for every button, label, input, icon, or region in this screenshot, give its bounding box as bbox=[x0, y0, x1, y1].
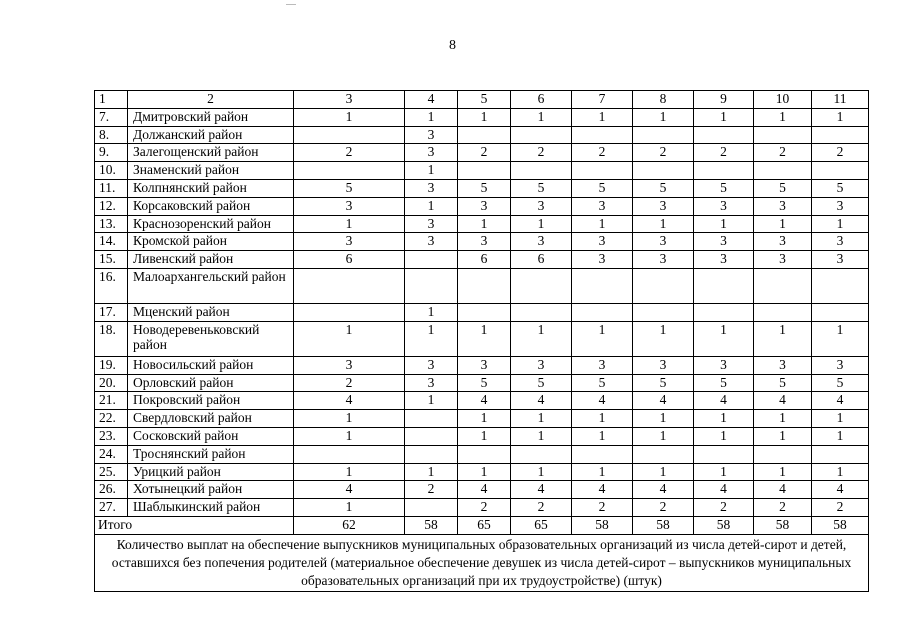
header-cell: 3 bbox=[294, 91, 405, 109]
value-cell: 3 bbox=[294, 233, 405, 251]
district-name: Шаблыкинский район bbox=[128, 499, 294, 517]
value-cell: 3 bbox=[812, 356, 869, 374]
value-cell: 1 bbox=[511, 321, 572, 356]
value-cell bbox=[754, 162, 812, 180]
value-cell bbox=[511, 303, 572, 321]
value-cell: 3 bbox=[633, 356, 694, 374]
value-cell: 1 bbox=[754, 410, 812, 428]
value-cell: 3 bbox=[405, 126, 458, 144]
value-cell: 4 bbox=[572, 481, 633, 499]
row-number: 9. bbox=[95, 144, 128, 162]
value-cell: 4 bbox=[294, 392, 405, 410]
value-cell: 1 bbox=[754, 427, 812, 445]
value-cell: 4 bbox=[754, 392, 812, 410]
row-number: 10. bbox=[95, 162, 128, 180]
row-number: 17. bbox=[95, 303, 128, 321]
value-cell: 1 bbox=[511, 427, 572, 445]
value-cell: 3 bbox=[405, 233, 458, 251]
value-cell: 4 bbox=[458, 481, 511, 499]
value-cell: 1 bbox=[754, 215, 812, 233]
value-cell: 1 bbox=[633, 108, 694, 126]
table-row bbox=[95, 144, 869, 162]
value-cell: 1 bbox=[458, 215, 511, 233]
value-cell bbox=[812, 268, 869, 303]
value-cell: 5 bbox=[572, 179, 633, 197]
district-name: Свердловский район bbox=[128, 410, 294, 428]
district-name: Хотынецкий район bbox=[128, 481, 294, 499]
value-cell bbox=[405, 410, 458, 428]
table-row bbox=[95, 356, 869, 374]
page-number: 8 bbox=[449, 38, 456, 53]
row-number: 22. bbox=[95, 410, 128, 428]
district-name: Знаменский район bbox=[128, 162, 294, 180]
value-cell bbox=[511, 126, 572, 144]
header-cell: 9 bbox=[694, 91, 754, 109]
value-cell: 1 bbox=[458, 108, 511, 126]
value-cell: 1 bbox=[812, 463, 869, 481]
row-number: 15. bbox=[95, 251, 128, 269]
value-cell: 3 bbox=[754, 356, 812, 374]
district-name: Мценский район bbox=[128, 303, 294, 321]
district-name: Новосильский район bbox=[128, 356, 294, 374]
value-cell: 1 bbox=[694, 410, 754, 428]
value-cell bbox=[572, 162, 633, 180]
row-number: 19. bbox=[95, 356, 128, 374]
value-cell: 1 bbox=[694, 321, 754, 356]
table-row bbox=[95, 321, 869, 356]
table-row bbox=[95, 179, 869, 197]
value-cell: 2 bbox=[294, 374, 405, 392]
district-name: Кромской район bbox=[128, 233, 294, 251]
value-cell: 1 bbox=[294, 427, 405, 445]
data-table bbox=[94, 90, 869, 592]
value-cell: 2 bbox=[511, 144, 572, 162]
value-cell bbox=[511, 162, 572, 180]
value-cell: 2 bbox=[633, 499, 694, 517]
row-number: 20. bbox=[95, 374, 128, 392]
value-cell: 3 bbox=[633, 233, 694, 251]
value-cell bbox=[812, 303, 869, 321]
value-cell bbox=[405, 499, 458, 517]
value-cell: 1 bbox=[812, 427, 869, 445]
table-row bbox=[95, 481, 869, 499]
value-cell: 4 bbox=[694, 481, 754, 499]
district-name: Колпнянский район bbox=[128, 179, 294, 197]
value-cell: 5 bbox=[294, 179, 405, 197]
row-number: 25. bbox=[95, 463, 128, 481]
value-cell: 3 bbox=[572, 251, 633, 269]
value-cell: 1 bbox=[694, 215, 754, 233]
value-cell: 3 bbox=[405, 374, 458, 392]
value-cell: 2 bbox=[633, 144, 694, 162]
value-cell bbox=[294, 268, 405, 303]
value-cell: 2 bbox=[572, 499, 633, 517]
value-cell bbox=[572, 303, 633, 321]
value-cell: 4 bbox=[572, 392, 633, 410]
table-row bbox=[95, 215, 869, 233]
value-cell: 2 bbox=[294, 144, 405, 162]
value-cell bbox=[633, 268, 694, 303]
value-cell: 3 bbox=[572, 233, 633, 251]
value-cell: 1 bbox=[572, 215, 633, 233]
value-cell: 2 bbox=[812, 144, 869, 162]
value-cell: 4 bbox=[633, 392, 694, 410]
value-cell bbox=[633, 126, 694, 144]
row-number: 24. bbox=[95, 445, 128, 463]
table-row bbox=[95, 392, 869, 410]
value-cell bbox=[754, 268, 812, 303]
header-cell: 1 bbox=[95, 91, 128, 109]
scan-artifact bbox=[286, 4, 296, 5]
row-number: 27. bbox=[95, 499, 128, 517]
value-cell: 2 bbox=[694, 499, 754, 517]
value-cell: 5 bbox=[812, 179, 869, 197]
value-cell: 2 bbox=[458, 499, 511, 517]
value-cell: 1 bbox=[294, 410, 405, 428]
value-cell: 1 bbox=[294, 215, 405, 233]
value-cell: 1 bbox=[812, 321, 869, 356]
value-cell bbox=[511, 268, 572, 303]
value-cell bbox=[694, 268, 754, 303]
value-cell: 1 bbox=[511, 108, 572, 126]
row-number: 26. bbox=[95, 481, 128, 499]
value-cell: 1 bbox=[754, 321, 812, 356]
footnote-row bbox=[95, 534, 869, 591]
total-value: 58 bbox=[572, 516, 633, 534]
district-name: Урицкий район bbox=[128, 463, 294, 481]
table-row bbox=[95, 303, 869, 321]
value-cell: 3 bbox=[812, 251, 869, 269]
value-cell: 2 bbox=[458, 144, 511, 162]
district-name: Малоархангельский район bbox=[128, 268, 294, 303]
value-cell: 1 bbox=[405, 197, 458, 215]
value-cell: 5 bbox=[572, 374, 633, 392]
value-cell: 1 bbox=[572, 108, 633, 126]
value-cell: 4 bbox=[458, 392, 511, 410]
value-cell: 4 bbox=[812, 481, 869, 499]
value-cell bbox=[294, 303, 405, 321]
value-cell: 3 bbox=[694, 251, 754, 269]
value-cell: 3 bbox=[511, 356, 572, 374]
total-value: 58 bbox=[812, 516, 869, 534]
row-number: 23. bbox=[95, 427, 128, 445]
district-name: Покровский район bbox=[128, 392, 294, 410]
value-cell: 1 bbox=[405, 321, 458, 356]
value-cell: 2 bbox=[754, 499, 812, 517]
value-cell: 1 bbox=[633, 321, 694, 356]
value-cell: 3 bbox=[694, 356, 754, 374]
total-value: 58 bbox=[405, 516, 458, 534]
table-row bbox=[95, 162, 869, 180]
value-cell bbox=[572, 268, 633, 303]
value-cell bbox=[572, 445, 633, 463]
row-number: 12. bbox=[95, 197, 128, 215]
value-cell bbox=[294, 445, 405, 463]
value-cell: 3 bbox=[511, 233, 572, 251]
value-cell bbox=[812, 445, 869, 463]
value-cell: 1 bbox=[633, 463, 694, 481]
table-row bbox=[95, 427, 869, 445]
value-cell: 3 bbox=[294, 356, 405, 374]
value-cell: 5 bbox=[633, 179, 694, 197]
district-name: Орловский район bbox=[128, 374, 294, 392]
value-cell: 1 bbox=[458, 463, 511, 481]
value-cell: 5 bbox=[511, 374, 572, 392]
value-cell: 4 bbox=[754, 481, 812, 499]
district-name: Новодеревеньковский район bbox=[128, 321, 294, 356]
value-cell bbox=[458, 162, 511, 180]
value-cell: 1 bbox=[405, 162, 458, 180]
district-name: Ливенский район bbox=[128, 251, 294, 269]
value-cell bbox=[294, 162, 405, 180]
value-cell: 1 bbox=[812, 410, 869, 428]
value-cell bbox=[694, 126, 754, 144]
value-cell: 4 bbox=[633, 481, 694, 499]
table-row bbox=[95, 499, 869, 517]
value-cell bbox=[405, 427, 458, 445]
value-cell: 5 bbox=[812, 374, 869, 392]
value-cell: 6 bbox=[458, 251, 511, 269]
value-cell: 1 bbox=[294, 463, 405, 481]
value-cell: 1 bbox=[511, 215, 572, 233]
value-cell: 2 bbox=[812, 499, 869, 517]
value-cell: 3 bbox=[405, 179, 458, 197]
footnote-text: Количество выплат на обеспечение выпускников муниципальных образовательных организаций из числа детей-сирот и детей, оставшихся без попечения родителей (материальное обеспечение девушек из числа детей-сирот – выпускников муниципальных образовательных организаций при их трудоустройстве) (штук) bbox=[95, 534, 869, 591]
district-name: Сосковский район bbox=[128, 427, 294, 445]
total-row bbox=[95, 516, 869, 534]
total-value: 58 bbox=[754, 516, 812, 534]
table-row bbox=[95, 445, 869, 463]
value-cell bbox=[694, 445, 754, 463]
table-body bbox=[95, 91, 869, 592]
value-cell: 1 bbox=[405, 463, 458, 481]
total-value: 65 bbox=[458, 516, 511, 534]
value-cell bbox=[754, 303, 812, 321]
value-cell: 5 bbox=[633, 374, 694, 392]
value-cell: 4 bbox=[511, 392, 572, 410]
header-cell: 8 bbox=[633, 91, 694, 109]
value-cell bbox=[294, 126, 405, 144]
value-cell bbox=[458, 445, 511, 463]
district-name: Краснозоренский район bbox=[128, 215, 294, 233]
value-cell bbox=[458, 126, 511, 144]
value-cell bbox=[458, 303, 511, 321]
district-name: Дмитровский район bbox=[128, 108, 294, 126]
value-cell bbox=[754, 126, 812, 144]
value-cell: 1 bbox=[633, 427, 694, 445]
header-cell: 5 bbox=[458, 91, 511, 109]
value-cell: 1 bbox=[754, 463, 812, 481]
value-cell bbox=[511, 445, 572, 463]
value-cell: 5 bbox=[754, 374, 812, 392]
value-cell: 1 bbox=[633, 215, 694, 233]
value-cell: 3 bbox=[405, 215, 458, 233]
value-cell bbox=[458, 268, 511, 303]
value-cell: 3 bbox=[754, 197, 812, 215]
row-number: 7. bbox=[95, 108, 128, 126]
total-value: 62 bbox=[294, 516, 405, 534]
value-cell: 1 bbox=[754, 108, 812, 126]
value-cell: 1 bbox=[511, 463, 572, 481]
header-cell: 7 bbox=[572, 91, 633, 109]
row-number: 14. bbox=[95, 233, 128, 251]
value-cell: 2 bbox=[694, 144, 754, 162]
header-cell: 6 bbox=[511, 91, 572, 109]
value-cell: 1 bbox=[294, 321, 405, 356]
value-cell: 6 bbox=[511, 251, 572, 269]
value-cell: 1 bbox=[812, 108, 869, 126]
header-cell: 10 bbox=[754, 91, 812, 109]
value-cell bbox=[754, 445, 812, 463]
table-row bbox=[95, 268, 869, 303]
total-value: 58 bbox=[694, 516, 754, 534]
value-cell: 3 bbox=[511, 197, 572, 215]
value-cell: 5 bbox=[694, 179, 754, 197]
value-cell: 5 bbox=[458, 179, 511, 197]
value-cell: 2 bbox=[572, 144, 633, 162]
value-cell: 4 bbox=[812, 392, 869, 410]
value-cell: 1 bbox=[572, 410, 633, 428]
value-cell bbox=[405, 251, 458, 269]
value-cell: 3 bbox=[458, 197, 511, 215]
value-cell: 3 bbox=[458, 233, 511, 251]
table-row bbox=[95, 374, 869, 392]
value-cell: 4 bbox=[694, 392, 754, 410]
district-name: Троснянский район bbox=[128, 445, 294, 463]
value-cell: 3 bbox=[572, 356, 633, 374]
value-cell: 1 bbox=[572, 427, 633, 445]
header-cell: 4 bbox=[405, 91, 458, 109]
table-row bbox=[95, 197, 869, 215]
value-cell: 6 bbox=[294, 251, 405, 269]
district-name: Должанский район bbox=[128, 126, 294, 144]
value-cell: 3 bbox=[694, 197, 754, 215]
value-cell: 4 bbox=[511, 481, 572, 499]
value-cell: 1 bbox=[294, 499, 405, 517]
table-row bbox=[95, 251, 869, 269]
value-cell: 3 bbox=[812, 197, 869, 215]
value-cell: 3 bbox=[633, 251, 694, 269]
value-cell: 3 bbox=[294, 197, 405, 215]
value-cell: 2 bbox=[511, 499, 572, 517]
row-number: 13. bbox=[95, 215, 128, 233]
value-cell: 2 bbox=[754, 144, 812, 162]
value-cell: 3 bbox=[694, 233, 754, 251]
value-cell: 1 bbox=[694, 463, 754, 481]
value-cell bbox=[633, 303, 694, 321]
row-number: 8. bbox=[95, 126, 128, 144]
district-name: Залегощенский район bbox=[128, 144, 294, 162]
value-cell: 1 bbox=[694, 108, 754, 126]
value-cell: 1 bbox=[812, 215, 869, 233]
total-value: 65 bbox=[511, 516, 572, 534]
value-cell: 3 bbox=[754, 233, 812, 251]
table-row bbox=[95, 108, 869, 126]
row-number: 11. bbox=[95, 179, 128, 197]
value-cell bbox=[405, 268, 458, 303]
table-row bbox=[95, 410, 869, 428]
value-cell bbox=[812, 162, 869, 180]
header-cell: 2 bbox=[128, 91, 294, 109]
value-cell: 1 bbox=[458, 427, 511, 445]
total-value: 58 bbox=[633, 516, 694, 534]
district-name: Корсаковский район bbox=[128, 197, 294, 215]
value-cell: 3 bbox=[405, 356, 458, 374]
value-cell: 5 bbox=[511, 179, 572, 197]
value-cell: 1 bbox=[572, 463, 633, 481]
value-cell: 1 bbox=[694, 427, 754, 445]
value-cell bbox=[572, 126, 633, 144]
row-number: 21. bbox=[95, 392, 128, 410]
value-cell: 3 bbox=[458, 356, 511, 374]
header-cell: 11 bbox=[812, 91, 869, 109]
value-cell: 1 bbox=[294, 108, 405, 126]
table-header-row bbox=[95, 91, 869, 109]
row-number: 16. bbox=[95, 268, 128, 303]
value-cell: 2 bbox=[405, 481, 458, 499]
value-cell bbox=[633, 162, 694, 180]
value-cell bbox=[694, 162, 754, 180]
value-cell: 1 bbox=[458, 410, 511, 428]
row-number: 18. bbox=[95, 321, 128, 356]
table-row bbox=[95, 126, 869, 144]
value-cell: 4 bbox=[294, 481, 405, 499]
value-cell: 3 bbox=[633, 197, 694, 215]
value-cell bbox=[405, 445, 458, 463]
value-cell: 3 bbox=[754, 251, 812, 269]
value-cell: 1 bbox=[405, 303, 458, 321]
value-cell: 1 bbox=[572, 321, 633, 356]
value-cell: 3 bbox=[405, 144, 458, 162]
value-cell: 3 bbox=[812, 233, 869, 251]
value-cell bbox=[694, 303, 754, 321]
value-cell: 3 bbox=[572, 197, 633, 215]
value-cell bbox=[812, 126, 869, 144]
value-cell: 1 bbox=[405, 392, 458, 410]
table-row bbox=[95, 233, 869, 251]
value-cell: 1 bbox=[405, 108, 458, 126]
value-cell: 5 bbox=[694, 374, 754, 392]
total-label: Итого bbox=[95, 516, 294, 534]
value-cell: 5 bbox=[458, 374, 511, 392]
value-cell: 1 bbox=[633, 410, 694, 428]
table-row bbox=[95, 463, 869, 481]
value-cell: 5 bbox=[754, 179, 812, 197]
value-cell: 1 bbox=[511, 410, 572, 428]
value-cell: 1 bbox=[458, 321, 511, 356]
value-cell bbox=[633, 445, 694, 463]
